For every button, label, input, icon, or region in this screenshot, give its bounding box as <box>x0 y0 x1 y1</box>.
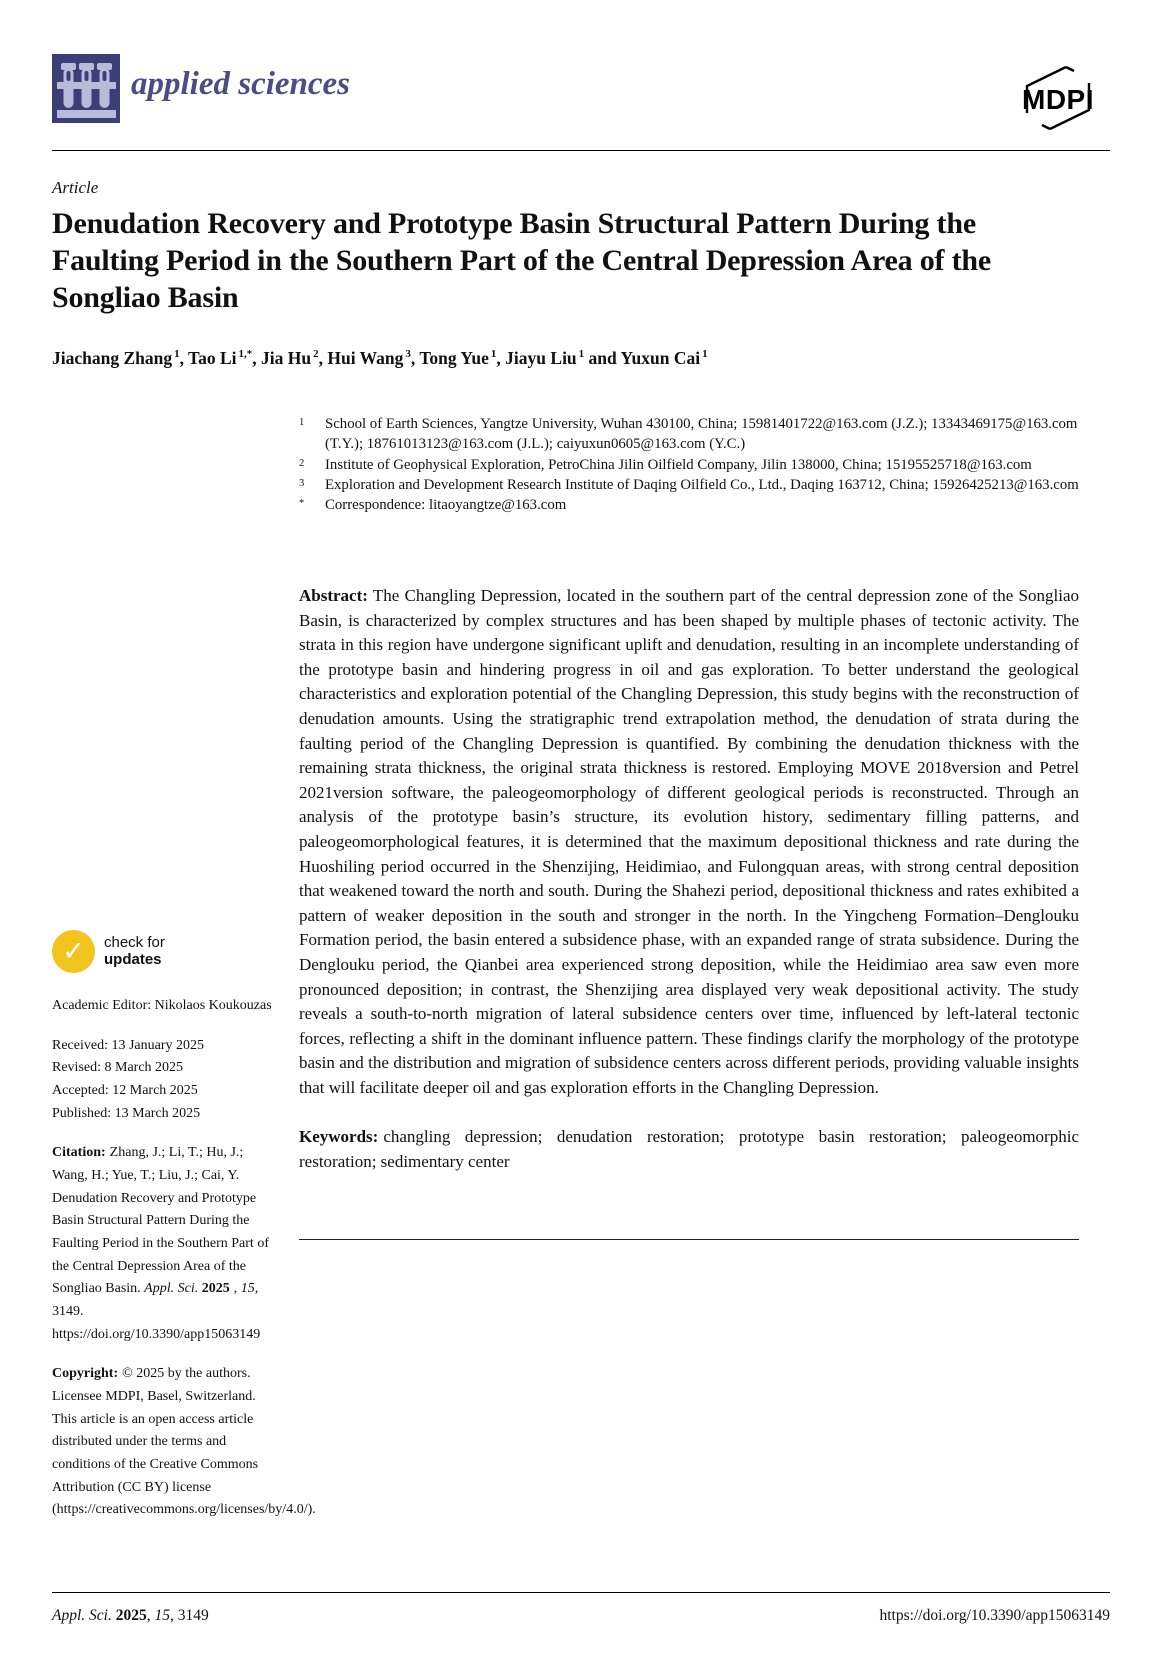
footer-doi-link[interactable]: https://doi.org/10.3390/app15063149 <box>879 1607 1110 1624</box>
keywords-text: changling depression; denudation restoration; prototype basin restoration; paleogeomorphic restoration; sedimentary center <box>299 1127 1079 1172</box>
author-separator: , <box>410 348 420 368</box>
copyright-label: Copyright: <box>52 1366 119 1382</box>
author <box>327 348 419 368</box>
authors-line <box>52 348 952 369</box>
revised-date: Revised: 8 March 2025 <box>52 1060 184 1076</box>
abstract-label: Abstract: <box>299 586 368 605</box>
received-date: Received: 13 January 2025 <box>52 1037 205 1053</box>
footer-divider <box>52 1592 1110 1593</box>
citation-separator: , <box>233 1281 241 1297</box>
author-separator: and <box>584 348 621 368</box>
author <box>52 348 188 368</box>
author <box>188 348 261 368</box>
copyright-text: © 2025 by the authors. Licensee MDPI, Basel, Switzerland. This article is an open access article distributed under the terms and conditions of the Creative Commons Attribution (CC BY) license (https://creativecommons.org/licenses/by/4.0/). <box>52 1366 316 1518</box>
author-name: Tao Li <box>188 348 237 368</box>
footer-year: 2025 <box>115 1607 147 1624</box>
citation-doi[interactable]: , 3149. https://doi.org/10.3390/app15063149 <box>52 1281 261 1342</box>
correspondence-text[interactable]: Correspondence: litaoyangtze@163.com <box>325 497 567 514</box>
author-affiliation-sup: 1 <box>174 348 180 361</box>
checkmark-icon: ✓ <box>52 930 95 973</box>
author <box>505 348 620 368</box>
footer-volume: 15 <box>154 1607 170 1624</box>
header-divider <box>52 150 1110 151</box>
citation-volume: 15 <box>240 1281 255 1297</box>
author-affiliation-sup: 3 <box>405 348 411 361</box>
author <box>419 348 505 368</box>
author-name: Yuxun Cai <box>620 348 701 368</box>
footer-journal: Appl. Sci. <box>52 1607 112 1624</box>
mdpi-logo <box>1008 64 1108 134</box>
article-type-label: Article <box>52 178 99 197</box>
check-for-updates-badge[interactable] <box>52 930 182 973</box>
mdpi-hexagon-icon <box>1008 64 1108 134</box>
keywords-label: Keywords: <box>299 1127 379 1147</box>
abstract-paragraph <box>299 584 1079 1100</box>
author-affiliation-sup: 1 <box>490 348 497 361</box>
affiliation-row <box>299 475 1081 495</box>
abstract-text: The Changling Depression, located in the southern part of the central depression zone of the Songliao Basin, is characterized by complex structures and has been shaped by multiple phases of tectonic activity. The strata in this region have undergone significant uplift and denudation, resulting in an incomplete understanding of the prototype basin and hindering progress in oil and gas exploration. To better understand the geological characteristics and exploration potential of the Changling Depression, this study begins with the reconstruction of denudation amounts. Using the stratigraphic trend extrapolation method, the denudation of strata during the faulting period of the Changling Depression is quantified. By combining the denudation thickness with the remaining strata thickness, the original strata thickness is restored. Employing MOVE 2018version and Petrel 2021version software, the paleogeomorphology of different geological periods is reconstructed. Through an analysis of the prototype basin’s structure, its evolution history, sedimentary filling patterns, and paleogeomorphological features, it is determined that the maximum depositional thickness and rate during the Huoshiling period occurred in the Shenzijing, Heidimiao, and Fulongquan areas, with strong central deposition that weakened toward the north and south. During the Shahezi period, depositional thickness and rates exhibited a pattern of weaker deposition in the south and stronger in the north. In the Yingcheng Formation–Denglouku Formation period, the basin entered a subsidence phase, with an expanded range of strata subsidence. During the Denglouku period, the Qianbei area experienced strong deposition, while the Heidimiao area saw even more pronounced deposition; in contrast, the Shenzijing area displayed very weak depositional activity. The study reveals a south-to-north migration of lateral subsidence centers over time, influenced by left-lateral tectonic forces, reflecting a shift in the dominant influence pattern. These findings clarify the morphology of the prototype basin and the distribution and migration of subsidence centers across different periods, providing valuable insights that will facilitate deeper oil and gas exploration efforts in the Changling Depression. <box>299 586 1079 1097</box>
author-affiliation-sup: 2 <box>313 348 319 361</box>
affiliations-block <box>299 414 1081 515</box>
correspondence-row <box>299 495 1081 515</box>
affiliation-marker: 2 <box>299 457 305 469</box>
footer-citation <box>52 1607 209 1625</box>
affiliation-marker: 3 <box>299 477 305 489</box>
journal-logo <box>52 54 120 123</box>
check-badge-line2: updates <box>104 950 162 968</box>
affiliation-text: Institute of Geophysical Exploration, PetroChina Jilin Oilfield Company, Jilin 138000, China; 15195525718@163.com <box>325 456 1032 473</box>
accepted-date: Accepted: 12 March 2025 <box>52 1083 198 1099</box>
author-name: Jiayu Liu <box>505 348 577 368</box>
citation-text: Zhang, J.; Li, T.; Hu, J.; Wang, H.; Yue, T.; Liu, J.; Cai, Y. Denudation Recovery and Prototype Basin Structural Pattern During the Faulting Period in the Southern Part of the Central Depression Area of the Songliao Basin. <box>52 1145 269 1297</box>
author <box>261 348 327 368</box>
footer-page: , 3149 <box>169 1607 209 1624</box>
citation-journal: Appl. Sci. <box>144 1281 199 1297</box>
author-name: Hui Wang <box>327 348 404 368</box>
citation <box>52 1142 272 1346</box>
keywords-divider <box>299 1239 1079 1240</box>
test-tubes-icon <box>52 54 120 123</box>
author-separator: , <box>496 348 506 368</box>
author <box>621 348 708 368</box>
affiliation-row <box>299 455 1081 475</box>
academic-editor: Academic Editor: Nikolaos Koukouzas <box>52 998 272 1013</box>
citation-label: Citation: <box>52 1145 106 1161</box>
affiliation-text: School of Earth Sciences, Yangtze University, Wuhan 430100, China; 15981401722@163.com (J.Z.); 13343469175@163.com (T.Y.); 18761013123@163.com (J.L.); caiyuxun0605@163.com (Y.C.) <box>325 416 1078 453</box>
affiliation-marker: 1 <box>299 417 305 428</box>
author-name: Jia Hu <box>261 348 312 368</box>
footer-separator: , <box>146 1607 155 1624</box>
page-title: Denudation Recovery and Prototype Basin Structural Pattern During the Faulting Period in the Southern Part of the Central Depression Area of the Songliao Basin <box>52 207 992 314</box>
citation-year: 2025 <box>201 1281 230 1297</box>
keywords-paragraph <box>299 1125 1079 1174</box>
check-badge-label <box>104 935 165 969</box>
affiliation-row <box>299 414 1081 455</box>
mdpi-wordmark: MDPI <box>1022 84 1094 115</box>
author-separator: , <box>179 348 189 368</box>
author-separator: , <box>252 348 262 368</box>
article-history <box>52 1035 272 1126</box>
affiliation-text: Exploration and Development Research Institute of Daqing Oilfield Co., Ltd., Daqing 163712, China; 15926425213@163.com <box>325 476 1079 493</box>
journal-name: applied sciences <box>131 66 351 102</box>
author-separator: , <box>318 348 328 368</box>
author-name: Tong Yue <box>419 348 489 368</box>
check-badge-line1: check for <box>104 933 165 951</box>
author-affiliation-sup: 1 <box>578 348 585 361</box>
author-affiliation-sup: 1 <box>702 348 708 361</box>
correspondence-marker: * <box>299 498 305 510</box>
abstract-column <box>299 584 1079 1240</box>
published-date: Published: 13 March 2025 <box>52 1105 201 1121</box>
sidebar <box>52 930 316 1539</box>
copyright-notice <box>52 1363 316 1522</box>
author-affiliation-sup: 1,* <box>238 348 253 361</box>
author-name: Jiachang Zhang <box>52 348 173 368</box>
